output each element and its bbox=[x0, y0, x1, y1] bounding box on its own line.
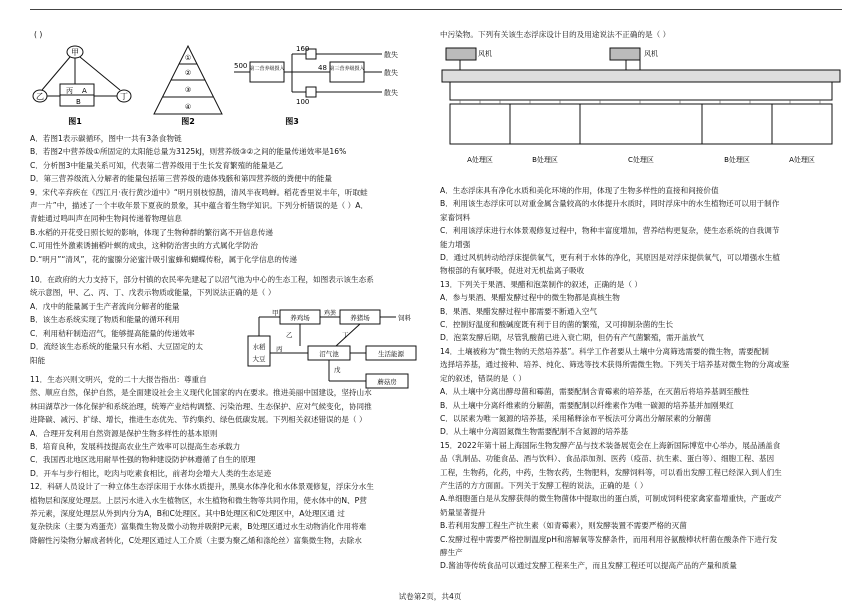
fig3-value-500: 500 bbox=[234, 62, 248, 70]
q10-label-jia: 甲 bbox=[272, 309, 279, 317]
q14-line: 定的叙述，错误的是（ ） bbox=[440, 373, 526, 383]
q14-option-d: D．从土壤中分离固氮微生物需要配制不含氮源的培养基 bbox=[440, 427, 629, 437]
fig3-box-1: 第二营养级摄入 bbox=[249, 66, 285, 72]
top-rule bbox=[30, 9, 842, 10]
fig2-level-2: ② bbox=[184, 69, 192, 77]
q15-option-b: B.若利用发酵工程生产抗生素（如青霉素），则发酵装置不需要严格的灭菌 bbox=[440, 521, 687, 531]
fig1-node-A: A bbox=[82, 87, 87, 95]
q10-node-zhaoqichi: 沼气池 bbox=[319, 350, 339, 358]
fig1-node-ding: 丁 bbox=[120, 92, 128, 101]
q13-stem: 13．下列关于果酒、果醋和泡菜制作的叙述，正确的是（ ） bbox=[440, 279, 642, 289]
q11-line: 林田湖草沙一体化保护和系统治理，统筹产业结构调整、污染治理、生态保护、应对气候变化，协同推 bbox=[30, 401, 372, 411]
zone-b-right: B处理区 bbox=[724, 156, 750, 164]
q10-line: 统示意图，甲、乙、丙、丁、戊表示物质或能量，下列说法正确的是（ ） bbox=[30, 288, 276, 298]
q13-option-d: D．泡菜发酵后期，尽管乳酸菌已进入衰亡期，但仍有产气菌繁殖，需开盖放气 bbox=[440, 333, 705, 343]
right-top bbox=[440, 28, 842, 41]
q12-continued: 中污染物。下列有关该生态浮床设计目的及用途说法不正确的是（ ） bbox=[440, 30, 671, 39]
q8-option-a: A．若图1表示碳循环，图中一共有3条食物链 bbox=[30, 134, 182, 143]
fig3-value-100: 100 bbox=[296, 98, 310, 106]
figure-3-energy-flow bbox=[232, 46, 410, 128]
q12-line: 植物层和深度处理层。上层污水进入水生植物区，水生植物和微生物等共同作用，使水体中的N、P营 bbox=[30, 495, 367, 505]
q15-option-a: A.单细胞蛋白是从发酵获得的微生物菌体中提取出的蛋白质，可制成饲料使家禽家畜增重快，产蛋或产 bbox=[440, 494, 782, 504]
q15-line: 产生活的方方面面。下列关于发酵工程的说法，正确的是（ ） bbox=[440, 480, 648, 490]
q10-label-bing: 丙 bbox=[276, 345, 283, 353]
q12-line: 12．科研人员设计了一种立体生态浮床用于水体水质提升，黑臭水体净化和水体景观修复，浮床分水生 bbox=[30, 482, 374, 492]
q12-line: 降解性污染物分解成者转化，C处理区通过人工介质（主要为聚乙烯和涤纶丝）富集微生物，去除水 bbox=[30, 535, 362, 545]
q9-line: D.“明月”“清风”，花的蜜腺分泌蜜汁吸引蜜蜂和蝴蝶传粉，属于化学信息的传递 bbox=[30, 254, 297, 264]
q15-line: 15．2022年第十届上海国际生物发酵产品与技术装备展览会在上海新国际博览中心举办，展品涵盖食 bbox=[440, 440, 781, 450]
fig3-value-48: 48 bbox=[318, 64, 327, 72]
q8-option-d: D．第三营养级流入分解者的能量包括第三营养级的遗体残骸和第四营养级的粪便中的能量 bbox=[30, 174, 332, 184]
zone-a-left: A处理区 bbox=[467, 156, 493, 164]
q10-option-a: A．戊中的能量属于生产者流向分解者的能量 bbox=[30, 301, 180, 311]
q11-line: 11．生态兴则文明兴，党的二十大报告指出：尊重自 bbox=[30, 374, 207, 384]
right-text bbox=[440, 184, 842, 573]
q14-option-c: C．以尿素为唯一氮源的培养基，采用稀释涂布平板法可分离出分解尿素的分解菌 bbox=[440, 413, 712, 423]
figure-floating-bed bbox=[440, 44, 842, 184]
figure-1-carbon-cycle bbox=[30, 42, 140, 128]
q10-node-shuidao: 水稻 bbox=[252, 343, 266, 351]
q13-option-c: C．控制好温度和酸碱度既有利于目的菌的繁殖，又可抑制杂菌的生长 bbox=[440, 320, 674, 330]
fig2-caption: 图2 bbox=[181, 117, 195, 126]
q13-option-a: A．参与果酒、果醋发酵过程中的微生物都是真核生物 bbox=[440, 293, 620, 303]
q15-option-c-cont: 酵生产 bbox=[440, 547, 463, 557]
q8-option-c: C．分析图3中能量关系可知，代表第二营养级用于生长发育繁殖的能量是乙 bbox=[30, 160, 284, 170]
q12-option-c-cont: 能力增强 bbox=[440, 239, 471, 249]
q11-option-b: B．培育良种，发展科技提高农业生产效率可以提高生态承载力 bbox=[30, 441, 241, 451]
fig1-node-jia: 甲 bbox=[71, 48, 79, 57]
fig1-node-yi: 乙 bbox=[36, 92, 44, 101]
q12-option-d-cont: 物根部的有氧呼吸，促进对无机盐离子吸收 bbox=[440, 266, 585, 276]
q11-line: 然、顺应自然，保护自然，是全面建设社会主义现代化国家的内在要求。推进美丽中国建设，坚持山水 bbox=[30, 388, 372, 398]
q14-option-b: B．从土壤中分离纤维素的分解菌，需要配制以纤维素作为唯一碳源的培养基并加刚果红 bbox=[440, 400, 734, 410]
fig3-box-2: 第三营养级摄入 bbox=[329, 66, 365, 72]
figure-q10-ecosystem bbox=[246, 306, 432, 392]
q10-label-jifen: 鸡粪 bbox=[323, 310, 337, 317]
q10-option-c: C．利用秸秆制造沼气，能够提高能量的传递效率 bbox=[30, 328, 195, 338]
q9-line: B.水稻的开花受日照长短的影响，体现了生物种群的繁衍离不开信息传递 bbox=[30, 227, 274, 237]
q12-option-b: B．利用该生态浮床可以对重金属含量较高的水体提升水质时，同时浮床中的水生植物还可以用于制作 bbox=[440, 199, 780, 209]
q12-line: 养元素，深度处理层从外到内分为A，B和C处理区。其中B处理区和C处理区中，A处理区通 过 bbox=[30, 508, 345, 518]
q9-line: 9．宋代辛弃疾在《西江月·夜行黄沙道中》“明月别枝惊鹊，清风半夜鸣蝉。稻花香里说丰年，听取蛙 bbox=[30, 187, 368, 197]
q12-option-a: A．生态浮床具有净化水质和美化环境的作用，体现了生物多样性的直接和间接价值 bbox=[440, 186, 719, 195]
q11-option-d: D．开车与步行相比，吃肉与吃素食相比，前者均会增大人类的生态足迹 bbox=[30, 468, 272, 478]
q10-node-mogu: 蘑菇房 bbox=[377, 378, 397, 386]
q10-label-siliao: 饲料 bbox=[398, 314, 411, 322]
fig1-node-B: B bbox=[76, 98, 81, 106]
fig3-out-2: 散失 bbox=[384, 69, 398, 77]
zone-b-left: B处理区 bbox=[532, 156, 558, 164]
q14-option-a: A．从土壤中分离出酵母菌和霉菌，需要配制含青霉素的培养基，在灭菌后将培养基调至酸性 bbox=[440, 387, 749, 397]
q9-line: 青蛙通过鸣叫声在同种生物间传递着物理信息 bbox=[30, 214, 182, 224]
q9-line: 声一片”中，描述了一个丰收年景下夏夜的景象，其中蕴含着生物学知识。下列分析错误的是（ ）A． bbox=[30, 201, 369, 211]
floating-bed-fan-right: 风机 bbox=[644, 50, 658, 58]
floating-bed-fan-left: 风机 bbox=[478, 50, 492, 58]
q12-option-c: C．利用该浮床进行水体景观修复过程中，物种丰富度增加，营养结构更复杂，使生态系统的自我调节 bbox=[440, 226, 780, 236]
fig2-level-4: ④ bbox=[184, 103, 192, 111]
fig3-value-160: 160 bbox=[296, 46, 310, 53]
zone-a-right: A处理区 bbox=[789, 156, 815, 164]
fig1-caption: 图1 bbox=[68, 117, 82, 126]
q11-option-a: A．合理开发利用自然资源是保护生物多样性的基本原则 bbox=[30, 428, 218, 438]
page-footer: 试卷第2页，共4页 bbox=[398, 592, 462, 601]
zone-c: C处理区 bbox=[628, 156, 654, 164]
q13-option-b: B．果酒、果醋发酵过程中都需要不断通入空气 bbox=[440, 306, 598, 316]
q15-option-c: C.发酵过程中需要严格控制温度pH和溶解氧等发酵条件，而用利用谷氨酸棒状杆菌在酸条件下进行发 bbox=[440, 534, 778, 544]
q11-line: 进降碳、减污、扩绿、增长，推进生态优先、节约集约、绿色低碳发展。下列相关叙述错误的是（ ） bbox=[30, 415, 367, 425]
q10-label-wu: 戊 bbox=[334, 366, 341, 374]
q10-option-b: B．该生态系统实现了物质和能量的循环利用 bbox=[30, 315, 180, 325]
q15-line: 工程，生物药，化药，中药，生物农药，生物肥料，发酵饲料等，可以看出发酵工程已经深入到人们生 bbox=[440, 467, 782, 477]
q8-option-b: B．若图2中营养级①所固定的太阳能总量为3125kJ，则营养级③②之间的能量传递效率是16% bbox=[30, 147, 347, 157]
q15-option-a-cont: 奶量显著提升 bbox=[440, 507, 486, 517]
q12-line: 复杂铁床（主要为鸡蛋壳）富集微生物及微小动物并吸附P元素，B处理区通过水生动物消化作用将难 bbox=[30, 522, 367, 532]
q10-node-dadou: 大豆 bbox=[252, 355, 266, 363]
fig1-node-bing: 丙 bbox=[66, 87, 73, 95]
figure-2-energy-pyramid bbox=[150, 44, 226, 128]
q10-label-yi: 乙 bbox=[286, 331, 293, 339]
q14-line: 14．土壤被称为“微生物的天然培养基”。科学工作者要从土壤中分离筛选需要的微生物，需要配制 bbox=[440, 346, 769, 356]
q10-node-shenghuo: 生活能源 bbox=[378, 350, 404, 358]
q10-label-ding: 丁 bbox=[342, 331, 349, 339]
fig2-level-1: ① bbox=[184, 54, 192, 62]
q11-option-c: C．我国西北地区选用耐旱性强的物种建设防护林遵循了自生的原理 bbox=[30, 455, 256, 465]
q10-line: 10．在政府的大力支持下，部分村镇的农民率先建起了以沼气池为中心的生态工程，如图表示该生态系 bbox=[30, 275, 374, 285]
q10-node-yangzhuchang: 养猪场 bbox=[350, 314, 370, 322]
fig2-level-3: ③ bbox=[184, 86, 192, 94]
fig3-out-3: 散失 bbox=[384, 89, 398, 97]
q14-line: 选择培养基，通过接种、培养、纯化、筛选等技术获得所需微生物。下列关于培养基对微生物的分离或鉴 bbox=[440, 360, 790, 370]
question-blank: ( ) bbox=[34, 30, 43, 39]
fig3-caption: 图3 bbox=[285, 117, 299, 126]
q15-option-d: D.酱油等传统食品可以通过发酵工程来生产，而且发酵工程还可以提高产品的产量和质量 bbox=[440, 561, 737, 571]
q9-line: C.可用性外激素诱捕稻叶螟的成虫，这种防治害虫的方式属化学防治 bbox=[30, 241, 258, 251]
q10-option-d-cont: 阳能 bbox=[30, 355, 46, 365]
q10-option-d: D．流经该生态系统的能量只有水稻、大豆固定的太 bbox=[30, 342, 203, 352]
q12-option-b-cont: 家畜饲料 bbox=[440, 212, 471, 222]
q10-node-yangjichang: 养鸡场 bbox=[290, 314, 310, 322]
q12-option-d: D．通过风机转动给浮床提供氧气，更有利于水体的净化，其原因是对浮床提供氧气，可以增强水生植 bbox=[440, 253, 780, 263]
fig3-out-1: 散失 bbox=[384, 51, 398, 59]
q15-line: 品（乳制品、功能食品、酒与饮料）、食品添加剂、医药（疫苗、抗生素、蛋白等）、细胞工程、基因 bbox=[440, 454, 775, 464]
